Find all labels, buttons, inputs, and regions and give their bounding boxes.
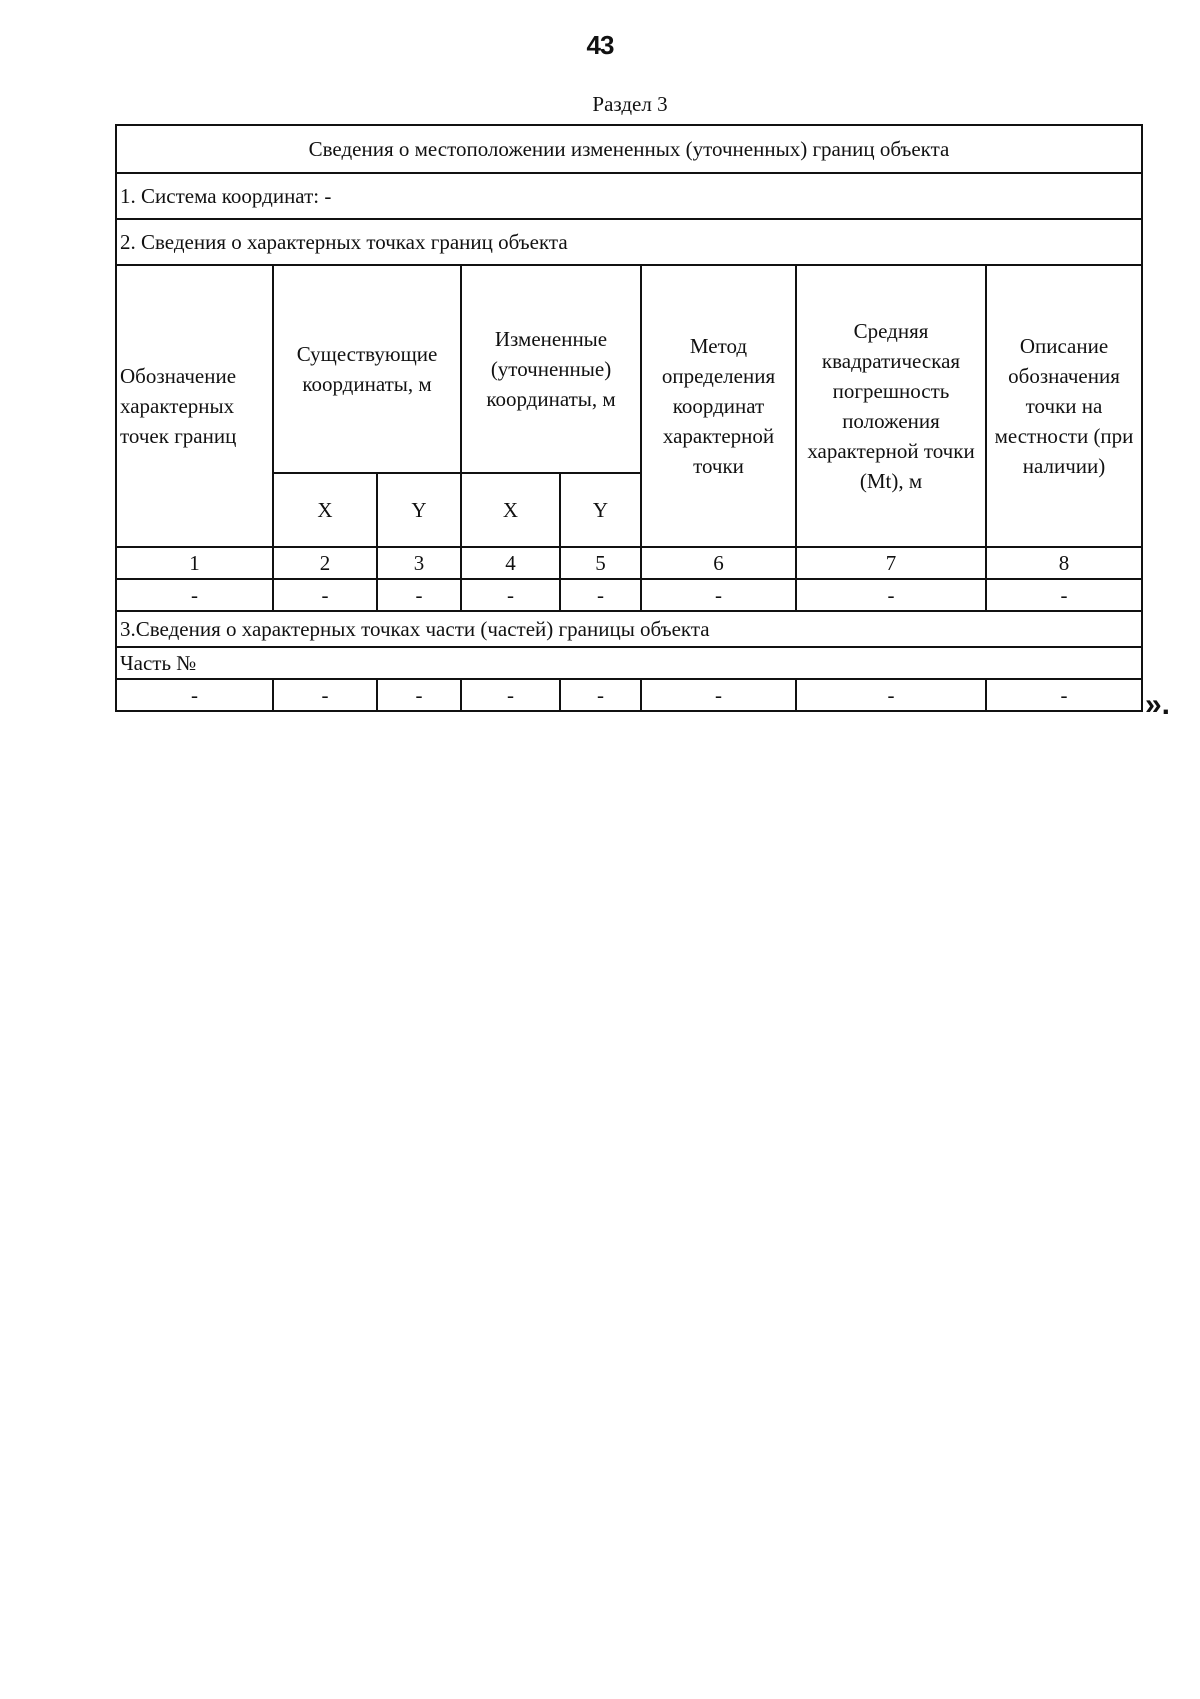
table-title: Сведения о местоположении измененных (уточненных) границ объекта xyxy=(116,125,1142,173)
part-label: Часть № xyxy=(116,647,1142,679)
table-cell: - xyxy=(560,679,641,711)
table-cell: - xyxy=(796,679,986,711)
header-method: Метод определения координат характерной точки xyxy=(641,265,796,547)
table-cell: - xyxy=(986,579,1142,611)
column-numbers-row xyxy=(116,547,1142,579)
header-existing-y: Y xyxy=(377,473,461,547)
column-number: 6 xyxy=(641,547,796,579)
column-number: 2 xyxy=(273,547,377,579)
table-cell: - xyxy=(116,579,273,611)
table-cell: - xyxy=(116,679,273,711)
column-number: 8 xyxy=(986,547,1142,579)
table-cell: - xyxy=(796,579,986,611)
header-error: Средняя квадратическая погрешность положения характерной точки (Mt), м xyxy=(796,265,986,547)
parts-heading: 3.Сведения о характерных точках части (частей) границы объекта xyxy=(116,611,1142,647)
header-changed-coordinates: Измененные (уточненные) координаты, м xyxy=(461,265,641,473)
header-existing-x: X xyxy=(273,473,377,547)
table-cell: - xyxy=(377,579,461,611)
table-cell: - xyxy=(377,679,461,711)
table-cell: - xyxy=(641,579,796,611)
table-cell: - xyxy=(273,579,377,611)
header-designation: Обозначение характерных точек границ xyxy=(116,265,273,547)
column-number: 5 xyxy=(560,547,641,579)
column-number: 1 xyxy=(116,547,273,579)
column-number: 4 xyxy=(461,547,560,579)
table-cell: - xyxy=(986,679,1142,711)
table-row xyxy=(116,679,1142,711)
header-description: Описание обозначения точки на местности (при наличии) xyxy=(986,265,1142,547)
table-cell: - xyxy=(560,579,641,611)
coordinate-system: 1. Система координат: - xyxy=(116,173,1142,219)
table-row xyxy=(116,579,1142,611)
column-number: 7 xyxy=(796,547,986,579)
closing-quote-mark: ». xyxy=(1145,688,1171,721)
points-heading: 2. Сведения о характерных точках границ объекта xyxy=(116,219,1142,265)
table-cell: - xyxy=(461,579,560,611)
column-number: 3 xyxy=(377,547,461,579)
boundary-table xyxy=(115,124,1143,712)
table-cell: - xyxy=(641,679,796,711)
table-cell: - xyxy=(461,679,560,711)
header-changed-y: Y xyxy=(560,473,641,547)
section-label: Раздел 3 xyxy=(592,92,668,116)
header-existing-coordinates: Существующие координаты, м xyxy=(273,265,461,473)
page-number: 43 xyxy=(586,30,614,60)
header-changed-x: X xyxy=(461,473,560,547)
table-cell: - xyxy=(273,679,377,711)
